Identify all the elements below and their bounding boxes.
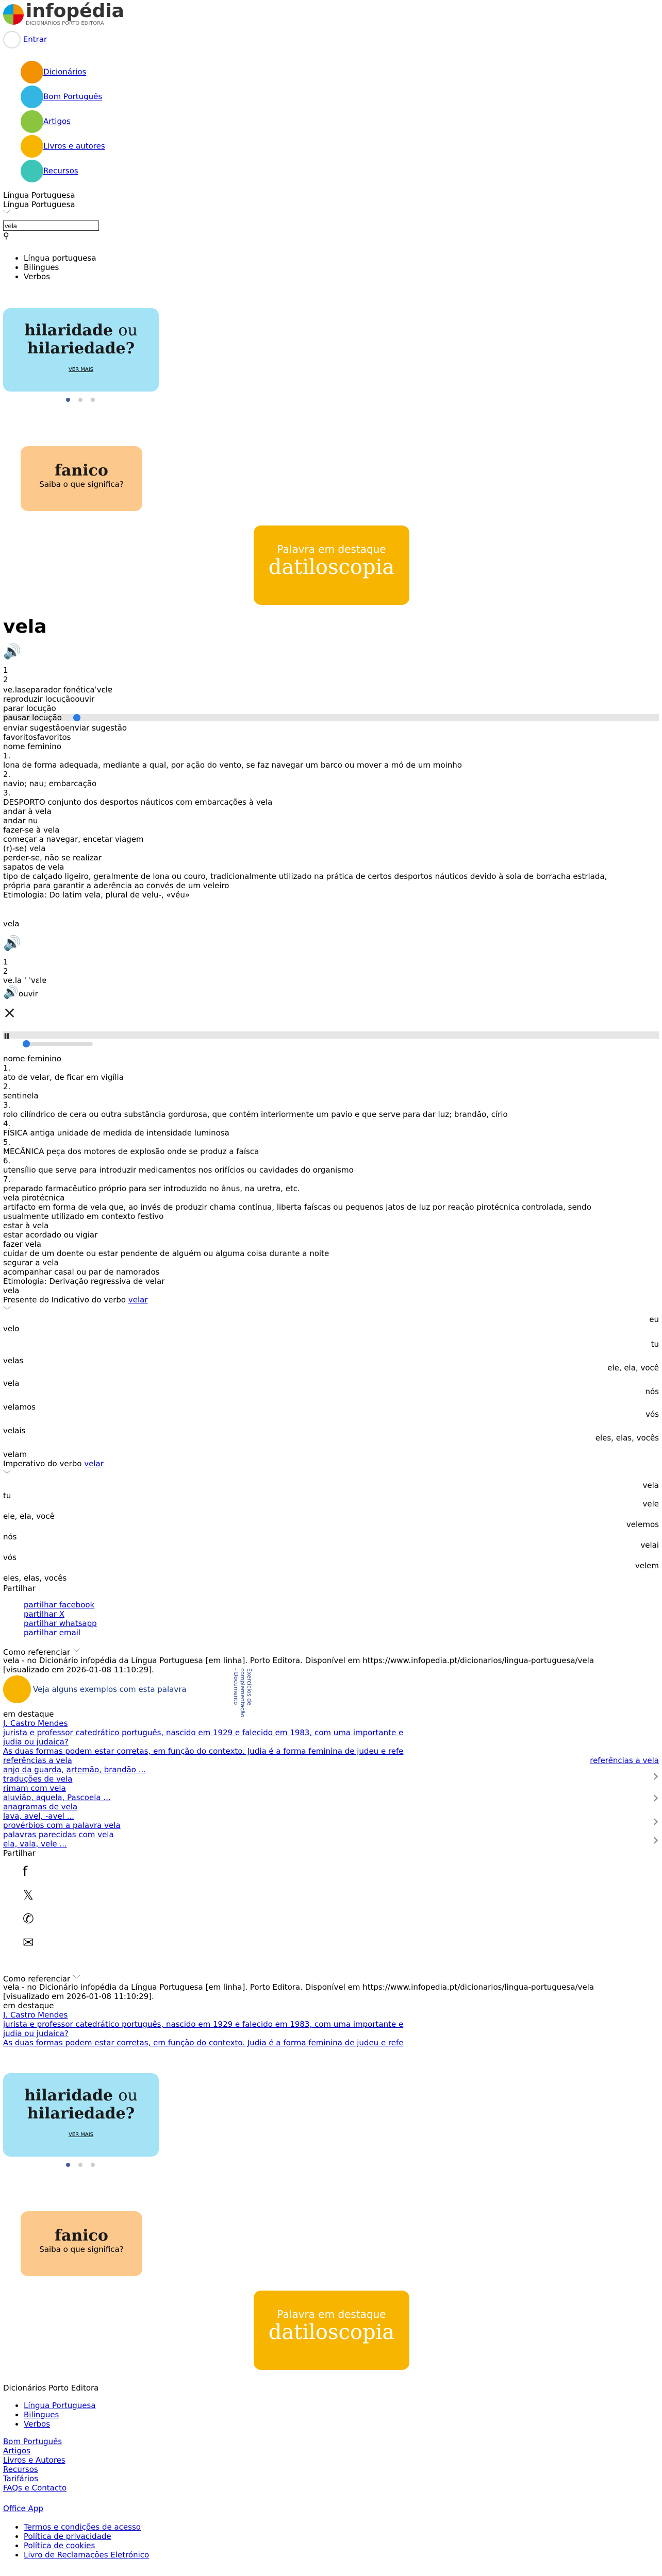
share-list xyxy=(3,1600,97,1637)
share-email-link[interactable]: partilhar email xyxy=(24,1628,81,1637)
carousel-dot[interactable] xyxy=(66,2163,70,2167)
share-title: Partilhar xyxy=(3,1849,36,1858)
pronunciation: ve.laseparador fonéticaˈvɛlɐ xyxy=(3,685,112,694)
login-link[interactable] xyxy=(3,31,47,48)
footer-link[interactable]: Tarifários xyxy=(3,2474,39,2483)
footer-link[interactable]: FAQs e Contacto xyxy=(3,2483,67,2493)
conj-pronoun: tu xyxy=(3,1491,11,1500)
nav-label[interactable]: Bom Português xyxy=(43,92,103,101)
anagrams-link[interactable]: lava, avel, -avel ... xyxy=(3,1811,74,1821)
promo-banner-fanico[interactable] xyxy=(21,446,142,511)
pause-audio-button[interactable]: pausar locução xyxy=(3,713,62,722)
conj-pronoun: tu xyxy=(651,1340,659,1349)
play-audio-button[interactable]: 🔊ouvir xyxy=(3,985,38,999)
nav-recursos[interactable] xyxy=(21,160,78,182)
promo-banner-palavra-destaque[interactable] xyxy=(254,2291,409,2370)
proverbs-link[interactable]: provérbios com a palavra vela xyxy=(3,1821,121,1830)
anagrams-title-link[interactable]: anagramas de vela xyxy=(3,1802,78,1811)
books-icon xyxy=(21,135,43,158)
carousel-dots xyxy=(66,2163,95,2167)
featured-desc-link[interactable]: jurista e professor catedrático português, nascido em 1929 e falecido em 1983, com uma importante e xyxy=(3,2020,404,2029)
conj-pronoun: eu xyxy=(649,1315,659,1324)
banner-sub: Saiba o que significa? xyxy=(39,480,124,489)
banner-word: hilaridade xyxy=(24,321,113,340)
phrase: andar nu xyxy=(3,816,38,825)
conj-form: velai xyxy=(640,1540,659,1550)
nav-bom-portugues[interactable] xyxy=(21,86,102,108)
banner-cta[interactable]: VER MAIS xyxy=(68,2132,94,2138)
chevron-down-icon: ﹀ xyxy=(72,1648,80,1657)
phrase: fazer vela xyxy=(3,1240,41,1249)
carousel-dot[interactable] xyxy=(78,398,82,402)
banner-word: hilaridade xyxy=(24,2087,113,2105)
phrase: usualmente utilizado em contexto festivo xyxy=(3,1212,164,1221)
def-number: 2. xyxy=(3,1082,11,1091)
grammar-label: nome feminino xyxy=(3,742,61,751)
phrase: própria para garantir a aderência ao convés de um veleiro xyxy=(3,881,229,890)
lang-select[interactable]: Língua Portuguesa xyxy=(3,200,75,209)
lang-options xyxy=(3,253,96,281)
cite-toggle[interactable]: Como referenciar ﹀ xyxy=(3,1648,80,1657)
speech-icon xyxy=(21,86,43,108)
def-number: 3. xyxy=(3,788,11,798)
grammar-label: nome feminino xyxy=(3,1054,61,1063)
footer-link[interactable]: Livros e Autores xyxy=(3,2455,65,2465)
refs-image-link[interactable]: referências a vela xyxy=(590,1756,659,1765)
conj-pronoun: ele, ela, você xyxy=(3,1512,55,1521)
site-logo[interactable] xyxy=(3,2,124,26)
cite-date: [visualizado em 2026-01-08 11:10:29]. xyxy=(3,1992,154,2001)
banner-or: ou xyxy=(118,2087,138,2105)
nav-label[interactable]: Livros e autores xyxy=(43,141,105,151)
chevron-down-icon[interactable]: ﹀ xyxy=(3,1469,11,1479)
rhymes-link[interactable]: aluvião, aquela, Pascoela ... xyxy=(3,1793,111,1802)
conj-form: velam xyxy=(3,1450,27,1459)
definition: preparado farmacêutico próprio para ser introduzido no ânus, na uretra, etc. xyxy=(3,1184,300,1193)
rhymes-title-link[interactable]: rimam com vela xyxy=(3,1784,66,1793)
share-whatsapp-link[interactable]: partilhar whatsapp xyxy=(24,1619,97,1628)
cite-toggle[interactable]: Como referenciar ﹀ xyxy=(3,1974,80,1984)
search-input[interactable] xyxy=(3,221,99,231)
phrase: perder-se, não se realizar xyxy=(3,853,102,862)
footer-title: Dicionários Porto Editora xyxy=(3,2383,99,2393)
conj-pronoun: vós xyxy=(3,1553,16,1562)
footer-legal-list xyxy=(3,2522,149,2560)
favorites-button[interactable]: favoritosfavoritos xyxy=(3,733,71,742)
legal-link[interactable]: Livro de Reclamações Eletrónico xyxy=(24,2550,150,2560)
chevron-right-icon[interactable]: › xyxy=(653,1812,659,1831)
legal-link[interactable]: Política de privacidade xyxy=(24,2532,111,2541)
whatsapp-icon[interactable]: ✆ xyxy=(23,1911,34,1927)
definition: ato de velar, de ficar em vigília xyxy=(3,1073,124,1082)
sense-tab[interactable]: 2 xyxy=(3,675,8,684)
banner-word: datiloscopia xyxy=(268,555,395,579)
definition: utensílio que serve para introduzir medicamentos nos orifícios ou cavidades do organismo xyxy=(3,1165,354,1175)
carousel-dot[interactable] xyxy=(91,398,95,402)
conj-form: vele xyxy=(642,1499,659,1509)
def-number: 5. xyxy=(3,1138,11,1147)
featured-name-link[interactable]: J. Castro Mendes xyxy=(3,2010,68,2020)
audio-slider-knob[interactable] xyxy=(23,1040,30,1047)
phrase: (r)-se) vela xyxy=(3,844,46,853)
audio-progress[interactable] xyxy=(3,714,659,721)
footer-link[interactable]: Bilingues xyxy=(24,2410,59,2419)
close-icon[interactable]: ✕ xyxy=(3,1005,16,1023)
pause-icon[interactable]: ⏸ xyxy=(3,1027,11,1044)
lang-option[interactable]: • Verbos xyxy=(24,272,96,281)
sense-tab[interactable]: 2 xyxy=(3,967,8,976)
phrase: vela pirotécnica xyxy=(3,1193,65,1202)
verb-link[interactable]: velar xyxy=(128,1295,148,1304)
logo-subtitle: DICIONÁRIOS PORTO EDITORA xyxy=(26,21,104,26)
def-number: 4. xyxy=(3,1119,11,1128)
lang-option[interactable]: • Língua portuguesa xyxy=(24,253,96,263)
sense-tab[interactable]: 1 xyxy=(3,666,8,675)
phrase: estar à vela xyxy=(3,1221,49,1230)
nav-label[interactable]: Recursos xyxy=(43,166,78,176)
examples-icon xyxy=(3,1675,31,1703)
lang-option[interactable]: • Bilingues xyxy=(24,263,96,272)
banner-word2: hilariedade? xyxy=(27,2105,135,2123)
audio-progress[interactable] xyxy=(3,1031,659,1039)
login-label[interactable]: Entrar xyxy=(23,35,47,44)
logo-name: infopédia xyxy=(26,1,124,22)
conj-form: velamos xyxy=(3,1402,36,1412)
definition: MECÂNICA peça dos motores de explosão onde se produz a faísca xyxy=(3,1147,259,1156)
refs-items-link[interactable]: anjo da guarda, artemão, brandão ... xyxy=(3,1765,146,1774)
examples-image[interactable]: Exercícios de complementação - Documento xyxy=(233,1668,253,1718)
definition: rolo cilíndrico de cera ou outra substância gordurosa, que contém interiormente um pavio e que serve para dar luz; brandão, círio xyxy=(3,1110,508,1119)
user-icon xyxy=(3,31,21,48)
definition: FÍSICA antiga unidade de medida de intensidade luminosa xyxy=(3,1128,229,1138)
legal-link[interactable]: Termos e condições de acesso xyxy=(24,2522,141,2532)
definition: lona de forma adequada, mediante a qual, por ação do vento, se faz navegar um barco ou mover a mó de um moinho xyxy=(3,760,462,770)
headword: vela xyxy=(3,616,47,637)
chevron-right-icon[interactable]: › xyxy=(653,1831,659,1849)
footer-link[interactable]: Bom Português xyxy=(3,2437,62,2446)
featured-label: em destaque xyxy=(3,1709,54,1719)
facebook-icon[interactable]: f xyxy=(23,1864,28,1879)
conj-form: velemos xyxy=(626,1520,659,1529)
definition: sentinela xyxy=(3,1091,39,1100)
footer-link[interactable]: Recursos xyxy=(3,2465,38,2474)
stop-audio-button[interactable]: parar locução xyxy=(3,704,56,713)
article-icon xyxy=(21,110,43,133)
share-x-link[interactable]: partilhar X xyxy=(24,1609,65,1619)
similar-title-link[interactable]: palavras parecidas com vela xyxy=(3,1830,114,1839)
share-icons xyxy=(23,1860,34,1955)
conj-present-label: Presente do Indicativo do verbo velar xyxy=(3,1295,148,1304)
chevron-right-icon[interactable]: › xyxy=(653,1789,659,1807)
phrase: fazer-se à vela xyxy=(3,825,60,835)
audio-slider[interactable] xyxy=(26,1042,93,1046)
book-icon xyxy=(21,61,43,83)
def-number: 6. xyxy=(3,1156,11,1165)
phrase: tipo de calçado ligeiro, geralmente de lona ou couro, tradicionalmente utilizado na prática de certos desportos náuticos devido à sola de borracha estriada, xyxy=(3,872,607,881)
carousel-dot[interactable] xyxy=(78,2163,82,2167)
promo-banner-palavra-destaque[interactable] xyxy=(254,526,409,605)
banner-label: Palavra em destaque xyxy=(277,2308,386,2320)
headword: vela xyxy=(3,919,20,928)
conj-form: vela xyxy=(642,1481,659,1490)
conj-form: velas xyxy=(3,1356,24,1365)
phrase: estar acordado ou vigiar xyxy=(3,1230,98,1240)
banner-or: ou xyxy=(118,321,138,340)
sense-tab[interactable]: 1 xyxy=(3,957,8,967)
chevron-down-icon: ﹀ xyxy=(72,1974,80,1984)
chevron-down-icon[interactable]: ﹀ xyxy=(3,1306,11,1315)
legal-link[interactable]: Política de cookies xyxy=(24,2541,95,2550)
footer-links xyxy=(3,2437,67,2493)
conj-pronoun: nós xyxy=(3,1532,17,1541)
banner-cta[interactable]: VER MAIS xyxy=(68,367,94,372)
examples-button[interactable] xyxy=(3,1675,187,1703)
nav-artigos[interactable] xyxy=(21,110,71,133)
banner-word: fanico xyxy=(55,2227,108,2245)
featured-link[interactable]: judia ou judaica? xyxy=(3,2029,69,2038)
etymology: Etimologia: Do latim vela, plural de velu-, «véu» xyxy=(3,890,190,900)
email-icon[interactable]: ✉ xyxy=(23,1935,34,1951)
audio-slider-knob[interactable] xyxy=(73,714,80,721)
promo-banner-hilaridade[interactable] xyxy=(3,308,159,392)
chevron-right-icon[interactable]: › xyxy=(653,1767,659,1785)
carousel-dots xyxy=(66,398,95,402)
featured-desc-link[interactable]: jurista e professor catedrático português, nascido em 1929 e falecido em 1983, com uma importante e xyxy=(3,1728,404,1737)
pronunciation: ve.la ˈ ˈvɛlɐ xyxy=(3,976,47,985)
def-number: 7. xyxy=(3,1175,11,1184)
banner-label: Palavra em destaque xyxy=(277,543,386,555)
conj-imperative-label: Imperativo do verbo velar xyxy=(3,1459,104,1468)
suggest-button[interactable]: enviar sugestãoenviar sugestão xyxy=(3,723,127,733)
footer-link[interactable]: Artigos xyxy=(3,2446,30,2455)
conj-pronoun: ele, ela, você xyxy=(607,1363,659,1372)
phrase: acompanhar casal ou par de namorados xyxy=(3,1267,160,1277)
nav-dicionarios[interactable] xyxy=(21,61,86,83)
lang-current: Língua Portuguesa xyxy=(3,191,75,200)
banner-word: datiloscopia xyxy=(268,2320,395,2344)
featured-name-link[interactable]: J. Castro Mendes xyxy=(3,1719,68,1728)
speaker-icon[interactable]: 🔊 xyxy=(3,935,21,952)
speaker-icon[interactable]: 🔊 xyxy=(3,643,21,660)
share-title: Partilhar xyxy=(3,1584,36,1593)
chevron-down-icon[interactable]: ﹀ xyxy=(3,210,10,218)
carousel-dot[interactable] xyxy=(91,2163,95,2167)
featured-link[interactable]: judia ou judaica? xyxy=(3,1737,69,1747)
examples-label: Veja alguns exemplos com esta palavra xyxy=(33,1685,187,1694)
conj-form: velais xyxy=(3,1426,26,1435)
conj-pronoun: eles, elas, vocês xyxy=(3,1573,67,1583)
featured-link[interactable]: As duas formas podem estar corretas, em função do contexto. Judia é a forma feminina de judeu e refe xyxy=(3,1747,404,1756)
footer-link[interactable]: Língua Portuguesa xyxy=(24,2401,96,2410)
conj-form: velo xyxy=(3,1324,20,1333)
promo-banner-fanico[interactable] xyxy=(21,2211,142,2276)
definition: navio; nau; embarcação xyxy=(3,779,97,788)
cite-date: [visualizado em 2026-01-08 11:10:29]. xyxy=(3,1665,154,1674)
x-icon[interactable]: 𝕏 xyxy=(23,1888,34,1903)
translations-link[interactable]: traduções de vela xyxy=(3,1774,73,1784)
phrase: sapatos de vela xyxy=(3,862,64,872)
banner-word: fanico xyxy=(55,462,108,480)
phrase: começar a navegar, encetar viagem xyxy=(3,835,144,844)
resources-icon xyxy=(21,160,43,182)
footer-link[interactable]: Verbos xyxy=(24,2419,51,2429)
phrase: cuidar de um doente ou estar pendente de alguém ou alguma coisa durante a noite xyxy=(3,1249,329,1258)
footer-dict-list xyxy=(3,2401,96,2429)
conj-pronoun: vós xyxy=(646,1410,659,1419)
conj-pronoun: nós xyxy=(645,1387,659,1396)
promo-banner-hilaridade[interactable] xyxy=(3,2073,159,2157)
office-app-link[interactable]: Office App xyxy=(3,2504,43,2513)
play-audio-button[interactable]: reproduzir locuçãoouvir xyxy=(3,694,95,704)
cite-text: vela - no Dicionário infopédia da Língua Portuguesa [em linha]. Porto Editora. Disponível em https://www.infopedia.pt/dicionarios/lingua-portuguesa/vela xyxy=(3,1982,594,1992)
refs-title-link[interactable]: referências a vela xyxy=(3,1756,72,1765)
def-number: 3. xyxy=(3,1100,11,1110)
phrase: andar à vela xyxy=(3,807,52,816)
verb-link[interactable]: velar xyxy=(84,1459,104,1468)
carousel-dot[interactable] xyxy=(66,398,70,402)
def-number: 1. xyxy=(3,1063,11,1073)
conj-form: vela xyxy=(3,1379,20,1388)
cite-text: vela - no Dicionário infopédia da Língua Portuguesa [em linha]. Porto Editora. Disponível em https://www.infopedia.pt/dicionarios/lingua-portuguesa/vela xyxy=(3,1656,594,1665)
definition: DESPORTO conjunto dos desportos náuticos com embarcações à vela xyxy=(3,798,273,807)
featured-label: em destaque xyxy=(3,2001,54,2010)
phrase: segurar a vela xyxy=(3,1258,59,1267)
conj-pronoun: eles, elas, vocês xyxy=(595,1433,659,1443)
conj-form: velem xyxy=(635,1561,659,1570)
search-icon[interactable]: ⚲ xyxy=(3,231,9,241)
logo-mark-icon xyxy=(3,4,24,25)
similar-link[interactable]: ela, vala, vele ... xyxy=(3,1839,67,1849)
banner-word2: hilariedade? xyxy=(27,340,135,358)
def-number: 1. xyxy=(3,751,11,760)
nav-livros[interactable] xyxy=(21,135,105,158)
conj-word: vela xyxy=(3,1286,20,1295)
nav-label[interactable]: Dicionários xyxy=(43,67,87,77)
banner-sub: Saiba o que significa? xyxy=(39,2245,124,2254)
share-facebook-link[interactable]: partilhar facebook xyxy=(24,1600,95,1609)
nav-label[interactable]: Artigos xyxy=(43,116,71,126)
featured-link[interactable]: As duas formas podem estar corretas, em função do contexto. Judia é a forma feminina de judeu e refe xyxy=(3,2038,404,2047)
etymology: Etimologia: Derivação regressiva de velar xyxy=(3,1277,165,1286)
phrase: artifacto em forma de vela que, ao invés de produzir chama contínua, liberta faíscas ou pequenos jatos de luz por reação pirotécnica controlada, sendo xyxy=(3,1202,591,1212)
def-number: 2. xyxy=(3,770,11,779)
